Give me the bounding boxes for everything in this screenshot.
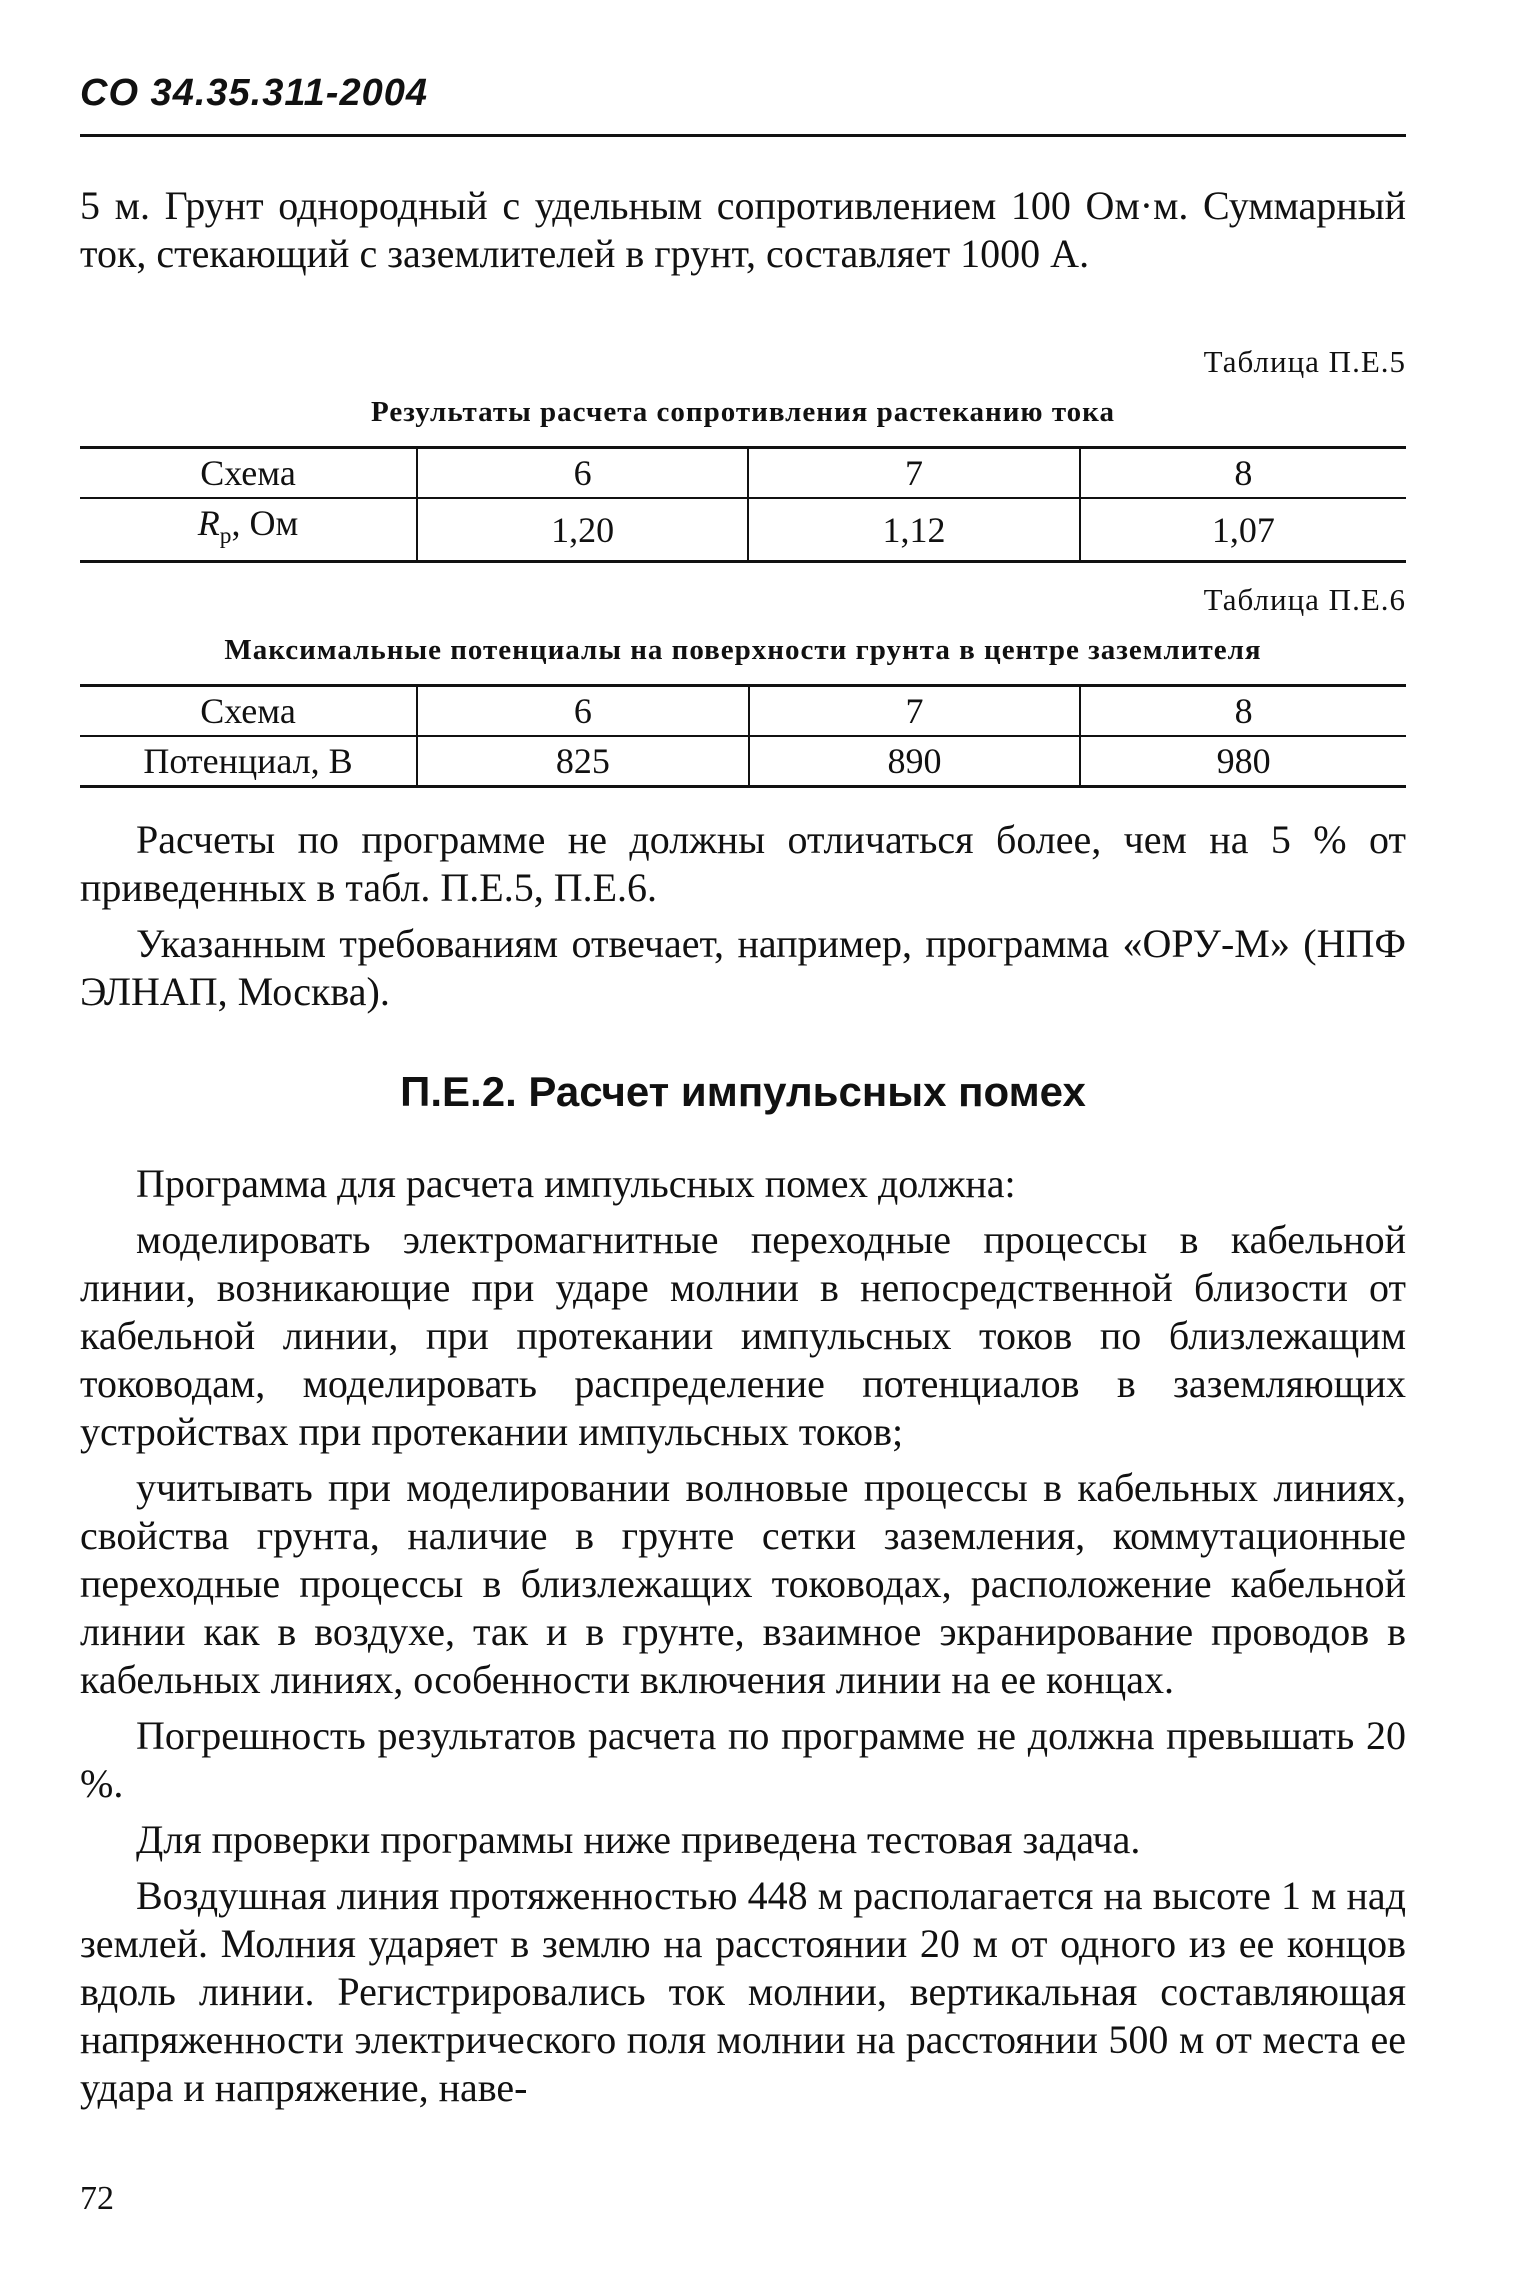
table6-cell: 890 xyxy=(749,736,1081,787)
section-heading: П.Е.2. Расчет импульсных помех xyxy=(400,1068,1086,1115)
table5-header-cell: 6 xyxy=(417,448,748,499)
table5-title: Результаты расчета сопротивления растеканию тока xyxy=(371,396,1115,428)
resistance-symbol: R xyxy=(197,503,220,543)
table6-cell: 980 xyxy=(1080,736,1406,787)
table6 xyxy=(80,684,1406,788)
table6-row-label: Потенциал, В xyxy=(80,736,417,787)
after-tables-block xyxy=(80,816,1406,1024)
section-paragraph: Погрешность результатов расчета по программе не должна превышать 20 %. xyxy=(80,1713,1406,1806)
accuracy-paragraph: Расчеты по программе не должны отличаться более, чем на 5 % от приведенных в табл. П.Е.5, П.Е.6. xyxy=(80,817,1406,910)
intro-paragraph: 5 м. Грунт однородный с удельным сопротивлением 100 Ом·м. Суммарный ток, стекающий с заземлителей в грунт, составляет 1000 А. xyxy=(80,183,1406,276)
table5 xyxy=(80,446,1406,563)
table5-header-cell: 7 xyxy=(748,448,1079,499)
table5-cell: 1,12 xyxy=(748,498,1079,562)
section-paragraph: учитывать при моделировании волновые процессы в кабельных линиях, свойства грунта, наличие в грунте сетки заземления, коммутационные переходные процессы в близлежащих тоководах, расположение кабельной линии как в воздухе, так и в грунте, взаимное экранирование проводов в кабельных линиях, особенности включения линии на ее концах. xyxy=(80,1465,1406,1702)
table5-data-row xyxy=(80,498,1406,562)
table6-header-cell: 6 xyxy=(417,686,749,737)
section-paragraph: Воздушная линия протяженностью 448 м располагается на высоте 1 м над землей. Молния ударяет в землю на расстоянии 20 м от одного из ее концов вдоль линии. Регистрировались ток молнии, вертикальная составляющая напряженности электрического поля молнии на расстоянии 500 м от места ее удара и напряжение, наве- xyxy=(80,1873,1406,2110)
resistance-unit: , Ом xyxy=(231,503,299,543)
table6-header-cell: Схема xyxy=(80,686,417,737)
table5-cell: 1,20 xyxy=(417,498,748,562)
table5-row-label xyxy=(80,498,417,562)
table5-header-row xyxy=(80,448,1406,499)
table6-header-cell: 7 xyxy=(749,686,1081,737)
document-code-header: СО 34.35.311-2004 xyxy=(80,72,428,114)
table5-header-cell: 8 xyxy=(1080,448,1406,499)
table6-header-row xyxy=(80,686,1406,737)
table6-data-row xyxy=(80,736,1406,787)
table5-cell: 1,07 xyxy=(1080,498,1406,562)
section-paragraph: Программа для расчета импульсных помех должна: xyxy=(136,1161,1016,1206)
table6-label: Таблица П.Е.6 xyxy=(1203,582,1406,617)
resistance-subscript: р xyxy=(219,523,232,550)
table5-label: Таблица П.Е.5 xyxy=(1203,344,1406,379)
intro-block xyxy=(80,182,1406,286)
header-divider xyxy=(80,134,1406,137)
page-number: 72 xyxy=(80,2180,114,2217)
table6-cell: 825 xyxy=(417,736,749,787)
section-paragraph: Для проверки программы ниже приведена тестовая задача. xyxy=(136,1817,1141,1862)
section-body xyxy=(80,1160,1406,2120)
table5-header-cell: Схема xyxy=(80,448,417,499)
table6-title: Максимальные потенциалы на поверхности грунта в центре заземлителя xyxy=(224,634,1262,666)
section-paragraph: моделировать электромагнитные переходные процессы в кабельной линии, возникающие при ударе молнии в непосредственной близости от кабельной линии, при протекании импульсных токов по близлежащим тоководам, моделировать распределение потенциалов в заземляющих устройствах при протекании импульсных токов; xyxy=(80,1217,1406,1454)
table6-header-cell: 8 xyxy=(1080,686,1406,737)
program-paragraph: Указанным требованиям отвечает, например, программа «ОРУ-М» (НПФ ЭЛНАП, Москва). xyxy=(80,921,1406,1014)
